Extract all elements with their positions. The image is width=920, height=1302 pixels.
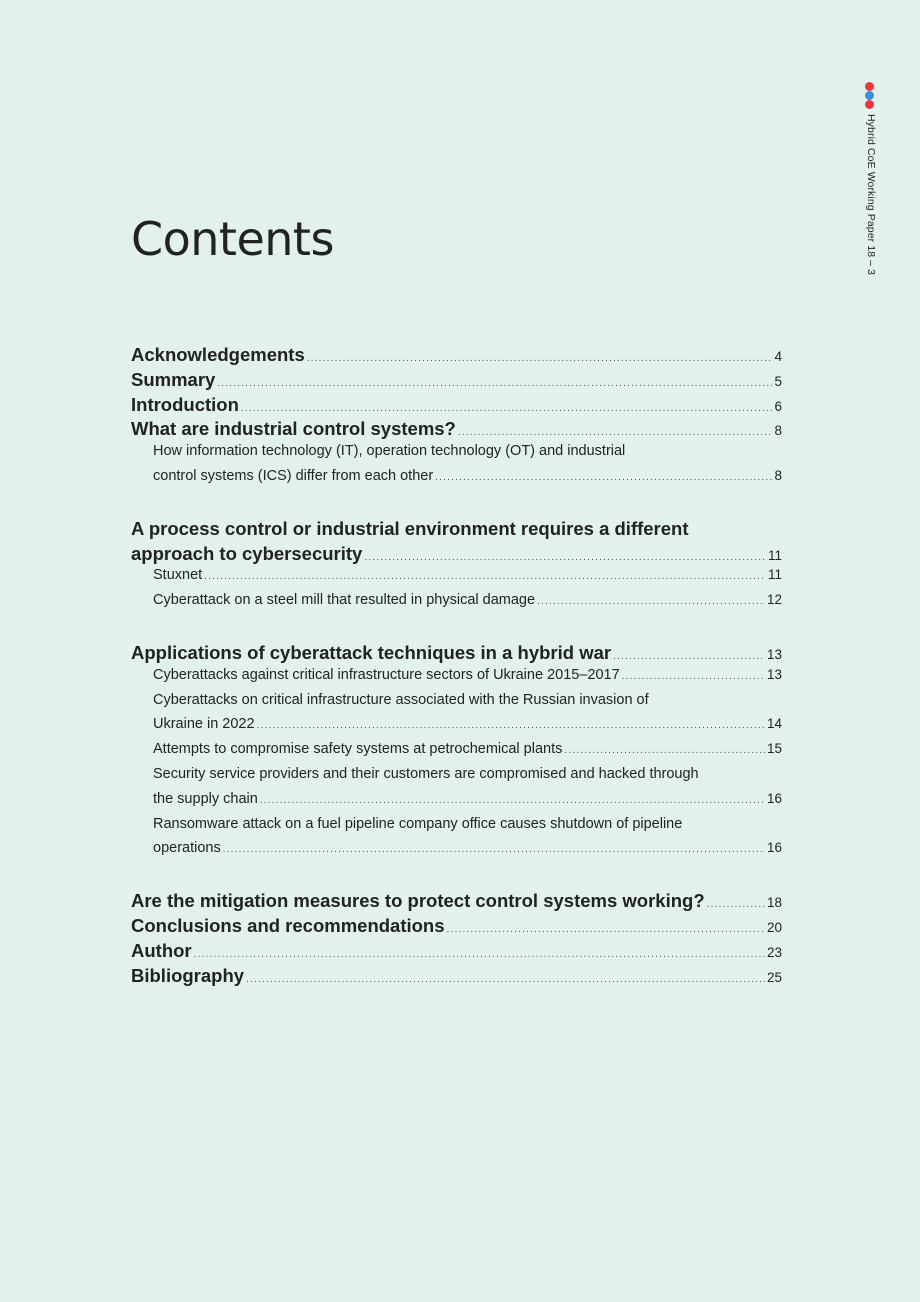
toc-entry-label: Cyberattacks against critical infrastructure sectors of Ukraine 2015–2017 <box>153 666 620 683</box>
toc-entry-label: approach to cybersecurity <box>131 542 363 564</box>
dot-leader <box>622 671 765 682</box>
dot-leader <box>194 949 765 960</box>
toc-entry-label: Bibliography <box>131 964 245 986</box>
toc-entry-label: Acknowledgements <box>131 344 305 365</box>
toc-page-number: 23 <box>766 944 782 960</box>
red-dot-icon <box>865 82 874 91</box>
toc-page-number: 11 <box>767 567 782 583</box>
toc-entry[interactable] <box>131 940 782 965</box>
toc-entry-line[interactable]: A process control or industrial environment requires a different <box>131 517 689 539</box>
toc-page-number: 14 <box>766 716 782 732</box>
red-dot-icon <box>865 100 874 109</box>
toc-entry[interactable] <box>131 418 782 443</box>
toc-entry-line[interactable]: Security service providers and their customers are compromised and hacked through <box>153 765 699 782</box>
toc-page-number: 20 <box>766 919 782 935</box>
toc-entry[interactable] <box>131 716 782 741</box>
toc-page-number: 4 <box>774 349 782 364</box>
dot-leader <box>564 745 765 756</box>
dot-leader <box>307 353 773 364</box>
toc-entry[interactable] <box>131 567 782 592</box>
toc-entry-label: What are industrial control systems? <box>131 418 456 440</box>
toc-page-number: 13 <box>766 666 782 682</box>
toc-entry[interactable] <box>131 791 782 816</box>
toc-entry[interactable] <box>131 965 782 990</box>
toc-entry-label: the supply chain <box>153 790 258 807</box>
toc-page-number: 25 <box>766 969 782 985</box>
dot-leader <box>204 571 766 582</box>
toc-page-number: 18 <box>766 895 782 911</box>
toc-entry-label: Cyberattack on a steel mill that resulted in physical damage <box>153 592 536 609</box>
toc-page-number: 6 <box>774 398 782 414</box>
toc-entry[interactable] <box>131 344 782 369</box>
dot-leader <box>707 899 765 910</box>
toc-entry-label: Introduction <box>131 393 239 415</box>
toc-entry-label: Summary <box>131 368 216 390</box>
toc-entry-line[interactable]: How information technology (IT), operation technology (OT) and industrial <box>153 443 626 460</box>
toc-entry[interactable] <box>131 369 782 394</box>
toc-entry[interactable] <box>131 394 782 419</box>
toc-entry-line[interactable]: Ransomware attack on a fuel pipeline company office causes shutdown of pipeline <box>153 815 683 832</box>
dot-leader <box>364 552 766 563</box>
toc-entry[interactable] <box>131 840 782 865</box>
toc-page-number: 8 <box>774 467 782 483</box>
table-of-contents <box>131 344 782 989</box>
toc-page-number: 8 <box>774 423 782 439</box>
toc-entry-label: Ukraine in 2022 <box>153 716 255 733</box>
dot-leader <box>241 403 773 414</box>
toc-entry-label: operations <box>153 840 221 857</box>
toc-page-number: 5 <box>774 373 782 389</box>
toc-entry-label: Author <box>131 939 192 961</box>
toc-page-number: 13 <box>766 646 782 662</box>
toc-entry-line[interactable]: Cyberattacks on critical infrastructure associated with the Russian invasion of <box>153 691 649 708</box>
toc-entry-label: Attempts to compromise safety systems at petrochemical plants <box>153 741 563 758</box>
series-marker <box>862 82 884 276</box>
dot-leader <box>217 378 772 389</box>
toc-entry-label: Stuxnet <box>153 567 203 584</box>
dot-leader <box>458 427 773 438</box>
toc-entry[interactable] <box>131 915 782 940</box>
toc-entry-label: Applications of cyberattack techniques in a hybrid war <box>131 641 612 663</box>
toc-entry[interactable] <box>131 741 782 766</box>
toc-entry-label: Are the mitigation measures to protect control systems working? <box>131 890 705 912</box>
series-label: Hybrid CoE Working Paper 18 – 3 <box>865 114 877 276</box>
page-title: Contents <box>131 212 334 266</box>
toc-entry[interactable] <box>131 667 782 692</box>
dot-leader <box>260 795 765 806</box>
toc-entry-label: control systems (ICS) differ from each other <box>153 467 434 484</box>
dot-leader <box>447 924 765 935</box>
toc-entry[interactable] <box>131 592 782 617</box>
blue-dot-icon <box>865 91 874 100</box>
toc-page-number: 12 <box>766 592 782 608</box>
toc-page-number: 16 <box>766 840 782 856</box>
toc-entry[interactable] <box>131 468 782 493</box>
toc-entry[interactable] <box>131 642 782 667</box>
toc-page-number: 15 <box>766 741 782 757</box>
toc-page-number: 11 <box>767 547 782 563</box>
dot-leader <box>435 472 772 483</box>
dot-leader <box>537 596 765 607</box>
dot-leader <box>246 974 765 985</box>
toc-entry-label: Conclusions and recommendations <box>131 914 445 936</box>
toc-entry[interactable] <box>131 890 782 915</box>
dot-leader <box>613 651 765 662</box>
dot-leader <box>257 720 765 731</box>
dot-leader <box>223 844 765 855</box>
toc-page-number: 16 <box>766 790 782 806</box>
toc-entry[interactable] <box>131 543 782 568</box>
